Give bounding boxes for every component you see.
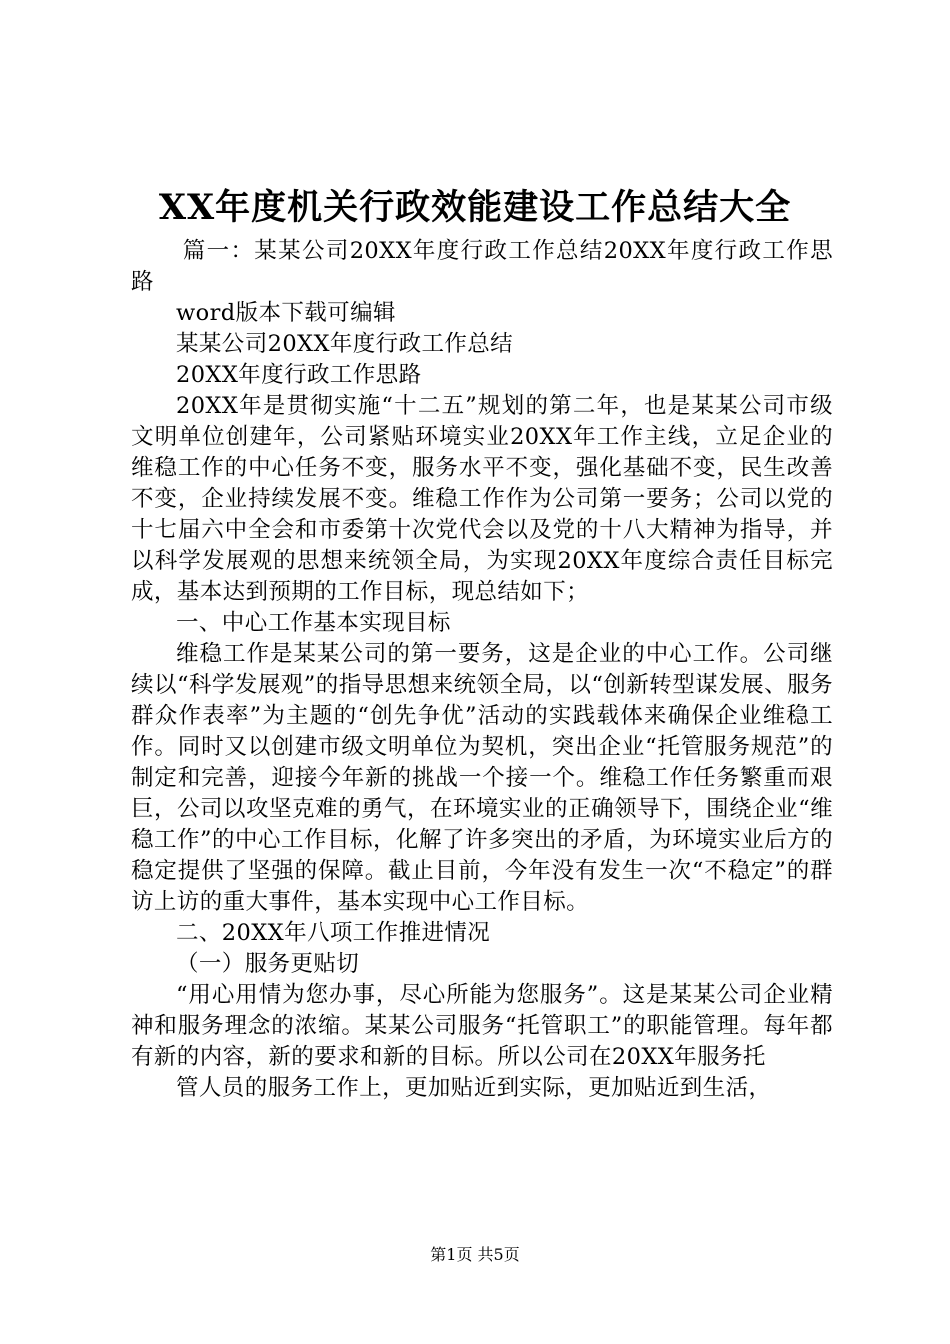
paragraph: word版本下载可编辑 — [176, 300, 396, 326]
paragraph: 篇一：某某公司20XX年度行政工作总结20XX年度行政工作思路 — [131, 238, 833, 295]
page-number-footer: 第1页 共5页 — [430, 1245, 520, 1264]
paragraph: 20XX年是贯彻实施“十二五”规划的第二年，也是某某公司市级文明单位创建年，公司紧贴环境实业20XX年工作主线，立足企业的维稳工作的中心任务不变，服务水平不变，强化基础不变，民生改善不变，企业持续发展不变。维稳工作作为公司第一要务；公司以党的十七届六中全会和市委第十次党代会以及党的十八大精神为指导，并以科学发展观的思想来统领全局，为实现20XX年度综合责任目标完成，基本达到预期的工作目标，现总结如下； — [131, 393, 833, 605]
paragraph: 维稳工作是某某公司的第一要务，这是企业的中心工作。公司继续以“科学发展观”的指导思想来统领全局，以“创新转型谋发展、服务群众作表率”为主题的“创先争优”活动的实践载体来确保企业维稳工作。同时又以创建市级文明单位为契机，突出企业“托管服务规范”的制定和完善，迎接今年新的挑战一个接一个。维稳工作任务繁重而艰巨，公司以攻坚克难的勇气，在环境实业的正确领导下，围绕企业“维稳工作”的中心工作目标，化解了许多突出的矛盾，为环境实业后方的稳定提供了坚强的保障。截止目前，今年没有发生一次“不稳定”的群访上访的重大事件，基本实现中心工作目标。 — [131, 641, 833, 915]
paragraph: 某某公司20XX年度行政工作总结 — [176, 331, 514, 357]
document-title: XX年度机关行政效能建设工作总结大全 — [158, 187, 792, 228]
section-heading: 二、20XX年八项工作推进情况 — [176, 920, 491, 946]
paragraph: 20XX年度行政工作思路 — [176, 362, 422, 388]
subsection-heading: （一）服务更贴切 — [176, 951, 360, 977]
document-body — [131, 236, 833, 1104]
section-heading: 一、中心工作基本实现目标 — [176, 610, 451, 636]
paragraph: 管人员的服务工作上，更加贴近到实际，更加贴近到生活， — [176, 1075, 772, 1101]
paragraph: “用心用情为您办事，尽心所能为您服务”。这是某某公司企业精神和服务理念的浓缩。某某公司服务“托管职工”的职能管理。每年都有新的内容，新的要求和新的目标。所以公司在20XX年服务托 — [131, 982, 833, 1070]
